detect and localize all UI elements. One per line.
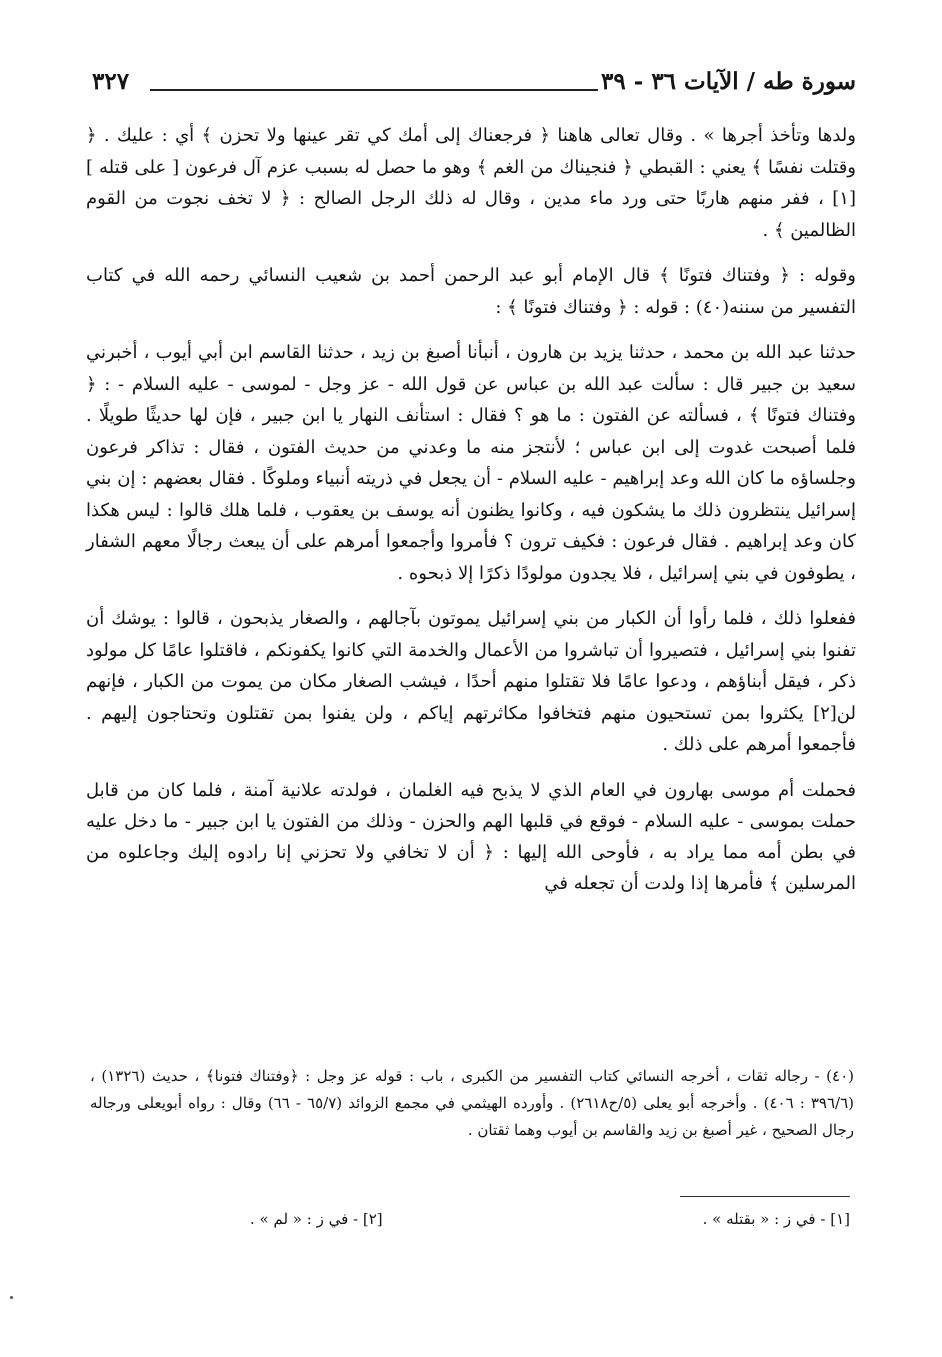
paragraph-5: فحملت أم موسى بهارون في العام الذي لا يذبح فيه الغلمان ، فولدته علانية آمنة ، فلما كان من قابل حملت بموسى - عليه السلام - فوقع في قلبها الهم والحزن - وذلك من الفتون يا ابن جبير - ما دخل عليه في بطن أمه مما يراد به ، فأوحى الله إليها : ﴿ أن لا تخافي ولا تحزني إنا رادوه إليك وجاعلوه من المرسلين ﴾ فأمرها إذا ولدت أن تجعله في — [86, 779, 856, 894]
footnotes — [90, 1063, 854, 1144]
paragraph-4: ففعلوا ذلك ، فلما رأوا أن الكبار من بني إسرائيل يموتون بآجالهم ، والصغار يذبحون ، قالوا : يوشك أن تفنوا بني إسرائيل ، فتصيروا أن تباشروا من الأعمال والخدمة التي كانوا يكفونكم ، فاقتلوا عامًا كل مولود ذكر ، فيقل أبناؤهم ، ودعوا عامًا فلا تقتلوا منهم أحدًا ، فيشب الصغار مكان من يموت من الكبار ، فإنهم لن[٢] يكثروا بمن تستحيون منهم فتخافوا مكاثرتهم إياكم ، ولن يفنوا بمن تقتلون وتحتاجون إليهم . فأجمعوا أمرهم على ذلك . — [86, 608, 856, 755]
page-number: ٣٢٧ — [92, 68, 130, 95]
note-2: [٢] - في ز : « لم » . — [250, 1210, 383, 1228]
header-rule — [150, 89, 598, 91]
textual-notes — [250, 1210, 850, 1240]
footnote-rule — [680, 1196, 850, 1197]
surah-title: سورة طه / الآيات ٣٦ - ٣٩ — [601, 68, 856, 95]
main-text — [86, 120, 856, 913]
footnote-40: (٤٠) - رجاله ثقات ، أخرجه النسائي كتاب التفسير من الكبرى ، باب : قوله عز وجل : ﴿وفتناك فتونا﴾ ، حديث (١٣٢٦) ، (٣٩٦/٦ : ٤٠٦) . وأخرجه أبو يعلى (٥/ح٢٦١٨) . وأورده الهيثمي في مجمع الزوائد (٦٥/٧ - ٦٦) وقال : رواه أبويعلى ورجاله رجال الصحيح ، غير أصبغ بن زيد والقاسم بن أيوب وهما ثقتان . — [90, 1067, 855, 1139]
paragraph-3: حدثنا عبد الله بن محمد ، حدثنا يزيد بن هارون ، أنبأنا أصبغ بن زيد ، حدثنا القاسم ابن أبي أيوب ، أخبرني سعيد بن جبير قال : سألت عبد الله بن عباس عن قول الله - عز وجل - لموسى - عليه السلام - : ﴿ وفتناك فتونًا ﴾ ، فسألته عن الفتون : ما هو ؟ فقال : استأنف النهار يا ابن جبير ، فإن لها حديثًا طويلًا . فلما أصبحت غدوت إلى ابن عباس ؛ لأنتجز منه ما وعدني من حديث الفتون ، فقال : تذاكر فرعون وجلساؤه ما كان الله وعد إبراهيم - عليه السلام - أن يجعل في ذريته أنبياء وملوكًا . فقال بعضهم : إن بني إسرائيل ينتظرون ذلك ما يشكون فيه ، وكانوا يظنون أنه يوسف بن يعقوب ، فلما هلك قالوا : ليس هكذا كان وعد إبراهيم . فقال فرعون : فكيف ترون ؟ فأمروا وأجمعوا أمرهم على أن يبعث رجالًا معهم الشفار ، يطوفون في بني إسرائيل ، فلا يجدون مولودًا ذكرًا إلا ذبحوه . — [86, 342, 856, 584]
scan-speck — [10, 1296, 13, 1299]
paragraph-2: وقوله : ﴿ وفتناك فتونًا ﴾ قال الإمام أبو عبد الرحمن أحمد بن شعيب النسائي رحمه الله في كتاب التفسير من سننه(٤٠) : قوله : ﴿ وفتناك فتونًا ﴾ : — [86, 265, 856, 318]
note-1: [١] - في ز : « بقتله » . — [702, 1210, 850, 1228]
page-header — [92, 60, 856, 100]
paragraph-1: ولدها وتأخذ أجرها » . وقال تعالى هاهنا ﴿ فرجعناك إلى أمك كي تقر عينها ولا تحزن ﴾ أي : عليك . ﴿ وقتلت نفسًا ﴾ يعني : القبطي ﴿ فنجيناك من الغم ﴾ وهو ما حصل له بسبب عزم آل فرعون [ على قتله ][١] ، ففر منهم هاربًا حتى ورد ماء مدين ، وقال له ذلك الرجل الصالح : ﴿ لا تخف نجوت من القوم الظالمين ﴾ . — [86, 125, 856, 241]
